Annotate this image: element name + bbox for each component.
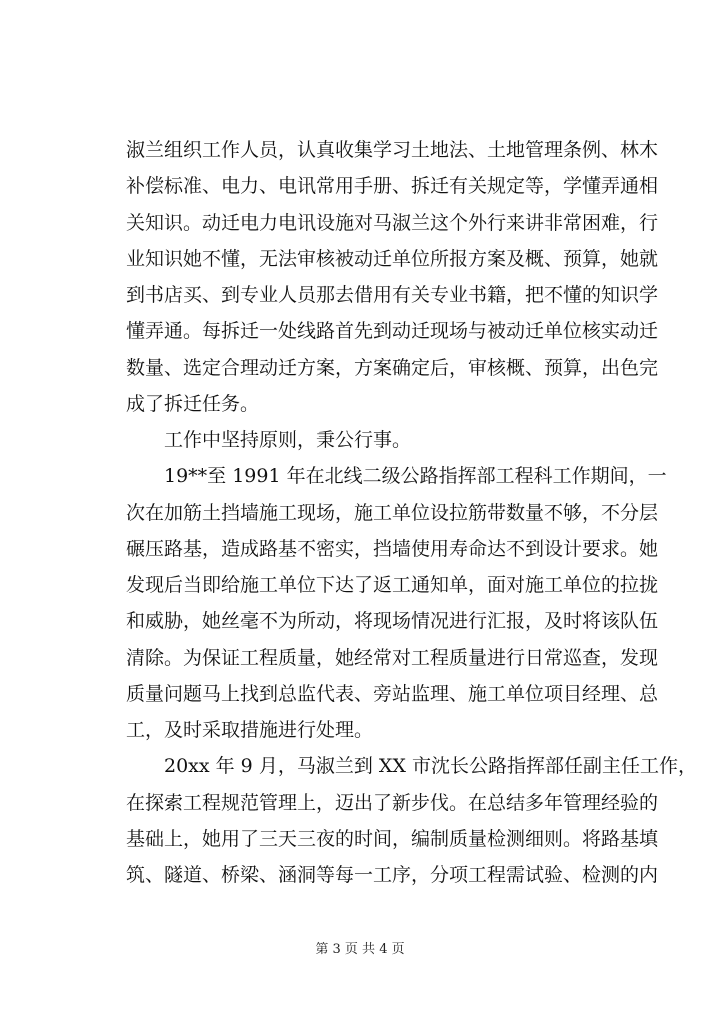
page-footer: 第 3 页 共 4 页	[315, 942, 405, 957]
text-line: 成了拆迁任务。	[126, 392, 260, 415]
text-line: 清除。为保证工程质量，她经常对工程质量进行日常巡查，发现	[126, 646, 659, 669]
document-body	[126, 132, 697, 893]
text-line: 工，及时采取措施进行处理。	[126, 719, 374, 741]
text-line: 筑、隧道、桥梁、涵洞等每一工序，分项工程需试验、检测的内	[126, 864, 659, 886]
text-line: 到书店买、到专业人员那去借用有关专业书籍，把不懂的知识学	[126, 284, 659, 306]
text-line: 淑兰组织工作人员，认真收集学习土地法、土地管理条例、林木	[126, 139, 659, 161]
text-line: 20xx 年 9 月，马淑兰到 XX 市沈长公路指挥部任副主任工作，	[164, 755, 697, 778]
text-line: 在探索工程规范管理上，迈出了新步伐。在总结多年管理经验的	[126, 791, 659, 814]
text-line: 关知识。动迁电力电讯设施对马淑兰这个外行来讲非常困难，行	[126, 211, 659, 234]
text-line: 补偿标准、电力、电讯常用手册、拆迁有关规定等，学懂弄通相	[126, 175, 659, 198]
text-line: 碾压路基，造成路基不密实，挡墙使用寿命达不到设计要求。她	[126, 537, 659, 560]
text-line: 次在加筋土挡墙施工现场，施工单位设拉筋带数量不够，不分层	[126, 501, 659, 524]
text-line: 懂弄通。每拆迁一处线路首先到动迁现场与被动迁单位核实动迁	[126, 320, 659, 343]
text-line: 数量、选定合理动迁方案，方案确定后，审核概、预算，出色完	[126, 356, 659, 379]
text-line: 发现后当即给施工单位下达了返工通知单，面对施工单位的拉拢	[126, 574, 659, 596]
text-line: 工作中坚持原则，秉公行事。	[164, 429, 412, 451]
text-line: 质量问题马上找到总监代表、旁站监理、施工单位项目经理、总	[126, 682, 659, 705]
text-line: 19**至 1991 年在北线二级公路指挥部工程科工作期间，一	[164, 465, 667, 488]
text-line: 基础上，她用了三天三夜的时间，编制质量检测细则。将路基填	[126, 827, 659, 850]
text-line: 业知识她不懂，无法审核被动迁单位所报方案及概、预算，她就	[126, 247, 659, 270]
text-line: 和威胁，她丝毫不为所动，将现场情况进行汇报，及时将该队伍	[126, 610, 659, 633]
